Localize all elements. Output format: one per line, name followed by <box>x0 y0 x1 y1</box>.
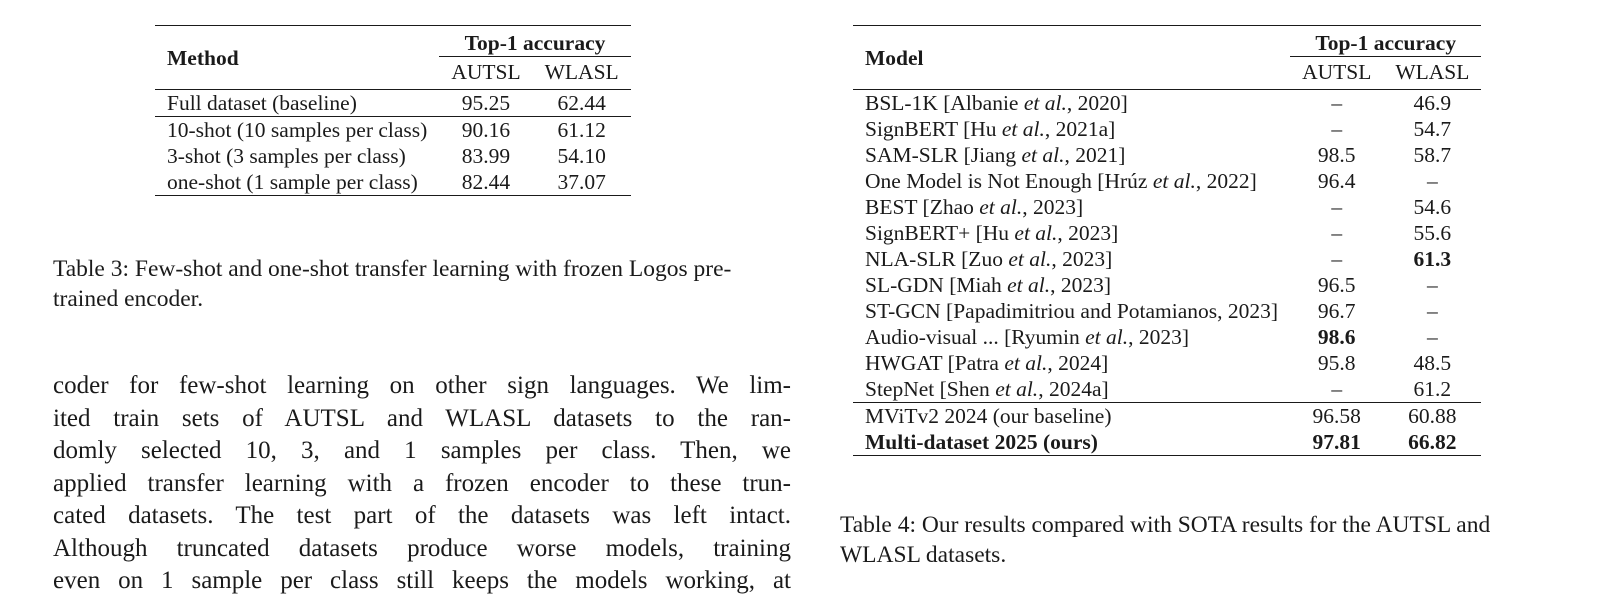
t4-model-name: Audio-visual ... [Ryumin et al., 2023] <box>865 325 1190 349</box>
table-row <box>853 272 1481 298</box>
table-row <box>853 90 1481 117</box>
t4-model-name: HWGAT [Patra et al., 2024] <box>865 351 1109 375</box>
t4-wlasl: 54.7 <box>1413 117 1452 141</box>
t3-row-label: one-shot (1 sample per class) <box>155 169 439 196</box>
t3-header-method: Method <box>155 26 439 90</box>
t4-wlasl: – <box>1426 299 1438 323</box>
t4-autsl: 95.8 <box>1317 351 1356 375</box>
t4-header-wlasl: WLASL <box>1395 60 1470 84</box>
t4-autsl: – <box>1331 377 1343 401</box>
table-row <box>853 220 1481 246</box>
t4-autsl: – <box>1290 90 1383 117</box>
t3-row-wlasl: 61.12 <box>533 117 631 144</box>
table-row <box>853 376 1481 403</box>
t4-header-autsl: AUTSL <box>1302 60 1372 84</box>
table-row <box>853 350 1481 376</box>
t4-wlasl: 61.2 <box>1413 377 1452 401</box>
t4-model-name: One Model is Not Enough [Hrúz et al., 2022] <box>865 169 1257 193</box>
t4-model-name: StepNet [Shen et al., 2024a] <box>865 377 1109 401</box>
t4-model-name: SignBERT [Hu et al., 2021a] <box>865 117 1116 141</box>
table-row <box>853 246 1481 272</box>
table-3-caption: Table 3: Few-shot and one-shot transfer learning with frozen Logos pre-trained encoder. <box>53 256 732 312</box>
t4-model-name: MViTv2 2024 (our baseline) <box>853 403 1290 430</box>
table-row <box>853 403 1481 430</box>
t3-baseline-wlasl: 62.44 <box>533 90 631 117</box>
t4-autsl: 96.7 <box>1317 299 1356 323</box>
t4-wlasl: 61.3 <box>1413 247 1452 271</box>
t4-wlasl: 46.9 <box>1383 90 1481 117</box>
paragraph-line: cated datasets. The test part of the datasets was left intact. <box>53 502 791 529</box>
paragraph-line: ited train sets of AUTSL and WLASL datasets to the ran- <box>53 404 791 432</box>
table-4-caption: Table 4: Our results compared with SOTA results for the AUTSL and WLASL datasets. <box>840 512 1491 568</box>
t4-autsl: – <box>1331 247 1343 271</box>
t4-wlasl: – <box>1426 273 1438 297</box>
table-row <box>155 143 631 169</box>
t4-wlasl: 66.82 <box>1383 429 1481 456</box>
t4-model-name: BSL-1K [Albanie et al., 2020] <box>853 90 1290 117</box>
t4-wlasl: – <box>1426 325 1438 349</box>
table-row <box>853 429 1481 456</box>
table-row <box>853 324 1481 350</box>
t4-model-name: NLA-SLR [Zuo et al., 2023] <box>865 247 1113 271</box>
t3-row-label: 3-shot (3 samples per class) <box>167 144 406 168</box>
t4-model-name: ST-GCN [Papadimitriou and Potamianos, 2023] <box>865 299 1279 323</box>
t3-row-autsl: 82.44 <box>439 169 532 196</box>
table-3 <box>155 25 631 196</box>
table-row <box>853 142 1481 168</box>
t4-autsl: – <box>1331 117 1343 141</box>
table-row <box>853 194 1481 220</box>
t3-row-wlasl: 37.07 <box>533 169 631 196</box>
t4-autsl: 98.5 <box>1317 143 1356 167</box>
t4-model-name: SignBERT+ [Hu et al., 2023] <box>865 221 1119 245</box>
table-row <box>853 168 1481 194</box>
paragraph-line: even on 1 sample per class still keeps the models working, at <box>53 567 791 594</box>
t3-row-label: 10-shot (10 samples per class) <box>155 117 439 144</box>
t3-header-group: Top-1 accuracy <box>439 26 630 57</box>
t4-model-name: BEST [Zhao et al., 2023] <box>865 195 1084 219</box>
t3-baseline-autsl: 95.25 <box>439 90 532 117</box>
t4-model-name: SL-GDN [Miah et al., 2023] <box>865 273 1112 297</box>
t4-model-name: SAM-SLR [Jiang et al., 2021] <box>865 143 1126 167</box>
paragraph-line: Although truncated datasets produce worse models, training <box>53 534 791 562</box>
table-row <box>853 116 1481 142</box>
t4-autsl: 96.58 <box>1290 403 1383 430</box>
paragraph-line: coder for few-shot learning on other sign languages. We lim- <box>53 372 791 399</box>
t4-autsl: 97.81 <box>1290 429 1383 456</box>
t3-row-autsl: 83.99 <box>461 144 511 168</box>
t3-row-autsl: 90.16 <box>439 117 532 144</box>
t4-header-model: Model <box>853 26 1290 90</box>
t4-wlasl: 60.88 <box>1383 403 1481 430</box>
t4-wlasl: 48.5 <box>1413 351 1452 375</box>
table-4 <box>853 25 1481 456</box>
table-row <box>155 169 631 196</box>
t4-header-group: Top-1 accuracy <box>1290 26 1481 57</box>
t4-autsl: 96.5 <box>1317 273 1356 297</box>
t3-row-wlasl: 54.10 <box>557 144 606 168</box>
t4-autsl: – <box>1331 221 1343 245</box>
t4-wlasl: 54.6 <box>1413 195 1452 219</box>
t4-autsl: 98.6 <box>1317 325 1356 349</box>
t4-autsl: 96.4 <box>1317 169 1356 193</box>
t3-header-autsl: AUTSL <box>451 60 521 84</box>
table-row <box>853 298 1481 324</box>
t4-autsl: – <box>1331 195 1343 219</box>
t3-header-wlasl: WLASL <box>544 60 619 84</box>
t4-wlasl: 55.6 <box>1413 221 1452 245</box>
t4-wlasl: – <box>1426 169 1438 193</box>
paragraph-line: applied transfer learning with a frozen encoder to these trun- <box>53 469 791 497</box>
paragraph-line: domly selected 10, 3, and 1 samples per class. Then, we <box>53 437 791 464</box>
t4-model-name: Multi-dataset 2025 (ours) <box>853 429 1290 456</box>
table-row <box>155 117 631 144</box>
body-paragraph <box>53 370 791 598</box>
t3-baseline-row <box>155 90 631 117</box>
t4-wlasl: 58.7 <box>1413 143 1452 167</box>
t3-baseline-label: Full dataset (baseline) <box>155 90 439 117</box>
